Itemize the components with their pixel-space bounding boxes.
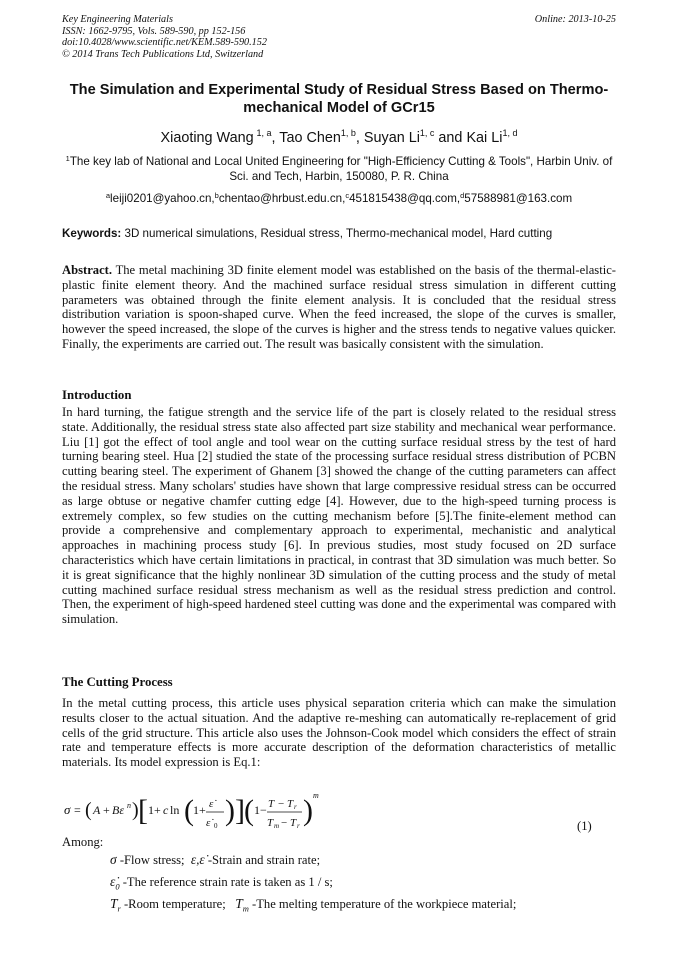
svg-text:): ) (303, 794, 313, 827)
keywords-label: Keywords: (62, 227, 122, 240)
keywords (62, 227, 616, 241)
author-name: Tao Chen (279, 130, 341, 146)
email-sup: d (460, 191, 465, 200)
svg-text:1+: 1+ (193, 803, 206, 817)
issn-line: ISSN: 1662-9795, Vols. 589-590, pp 152-156 (62, 25, 246, 37)
svg-text:ε̇: ε̇ (209, 798, 214, 810)
definition-row: σ -Flow stress; ε,ε̇ -Strain and strain rate; (110, 852, 321, 867)
author-sup: 1, a (256, 128, 272, 138)
svg-text:T: T (290, 817, 297, 829)
definition-text: -The melting temperature of the workpiece material; (252, 897, 517, 911)
author-name: Kai Li (466, 130, 503, 146)
author-list (62, 129, 616, 147)
svg-text:=: = (74, 803, 81, 817)
email-list (62, 192, 616, 206)
affiliation-text: The key lab of National and Local United Engineering for "High-Efficiency Cutting & Tools", Harbin Univ. of Sci. and Tech, Harbin, 150080, P. R. China (69, 155, 613, 183)
symbol-definitions (110, 851, 610, 917)
svg-text:m: m (274, 822, 280, 830)
svg-text:(: ( (85, 799, 92, 821)
svg-text:T: T (287, 798, 294, 810)
abstract-text: The metal machining 3D finite element model was established on the basis of the thermal-elastic-plastic finite element theory. And the machined surface residual stress simulation in different cutting parameters was obtained through the finite element analysis. It is concluded that the residual stress distribution variation is spoon-shaped curve. When the feed increased, the slope of the curves is smaller, however the speed increased, the slope of the curves is higher and the stress tends to negative values quicker. Finally, the experiments are carried out. The result was basically consistent with the simulation. (62, 263, 616, 351)
svg-text:(: ( (244, 794, 254, 827)
svg-text:A: A (93, 803, 101, 817)
author-sup: 1, d (502, 128, 518, 138)
journal-name: Key Engineering Materials (62, 14, 173, 25)
doi-line: doi:10.4028/www.scientific.net/KEM.589-590.152 (62, 37, 267, 49)
among-label: Among: (62, 835, 104, 849)
svg-text:): ) (225, 794, 235, 827)
paper-title: The Simulation and Experimental Study of Residual Stress Based on Thermo-mechanical Model of GCr15 (69, 82, 609, 116)
svg-text:1+: 1+ (148, 803, 161, 817)
definition-text: -Room temperature; (123, 897, 226, 911)
svg-text:): ) (132, 799, 139, 821)
svg-text:T: T (267, 817, 274, 829)
section-heading-introduction: Introduction (62, 388, 132, 402)
journal-header (62, 14, 616, 60)
svg-text:−: − (278, 798, 285, 810)
author-name: Xiaoting Wang (160, 130, 254, 146)
keywords-text: 3D numerical simulations, Residual stress, Thermo-mechanical model, Hard cutting (124, 227, 553, 240)
svg-text:ε̇: ε̇ (206, 817, 211, 829)
abstract (62, 263, 616, 352)
johnson-cook-equation (64, 790, 364, 836)
email-link[interactable]: leiji0201@yahoo.cn, (110, 192, 215, 205)
author-name: Suyan Li (363, 130, 420, 146)
svg-text:Bε: Bε (112, 803, 125, 817)
author-sep: , (271, 130, 280, 146)
section-heading-cutting-process: The Cutting Process (62, 675, 173, 689)
email-link[interactable]: chentao@hrbust.edu.cn, (218, 192, 346, 205)
cutting-process-text: In the metal cutting process, this article uses physical separation criteria which can make the simulation results closer to the actual situation. And the adaptive re-meshing can automatically re-replacement of grid cells of the grid structure. This article also uses the Johnson-Cook model which considers the effect of strain rate and temperature effects is more accurate description of the deformation characteristics of metallic materials. Its model expression is Eq.1: (62, 696, 616, 770)
svg-text:0: 0 (214, 822, 218, 830)
svg-text:]: ] (235, 794, 245, 827)
introduction-text: In hard turning, the fatigue strength and the service life of the part is closely related to the residual stress state. Additionally, the residual stress state also affected part size stability and mechanical wear performance. Liu [1] got the effect of tool angle and tool wear on the cutting surface residual stress by the test of hard turning bearing steel. Hua [2] studied the state of the processing surface residual stress distribution of PCBN cutting bearing steel. The experiment of Ghanem [3] showed the change of the cutting parameters can affect the residual stress. Many scholars' studies have shown that large compressive residual stress can be occurred as large obtuse or negative chamfer cutting edge [4]. However, due to the high-speed turning process is extremely complex, so few studies on the cutting mechanism before [5].The finite-element method can provide a comprehensive and complementary approach to experimental, mechanistic and analytical approaches in machining process study [6]. In previous studies, most study focused on 2D surface characteristics which have certain limitations in practical, in contrast that 3D simulation was much better. So it is great significance that the highly nonlinear 3D simulation of the cutting process and the study of metal cutting machined surface residual stress mechanism as well as the residual stress prediction and control. Then, the experiment of high-speed hardened steel cutting was done and the experimental was compared with simulation. (62, 405, 616, 627)
svg-text:r: r (294, 803, 297, 811)
email-sup: c (345, 191, 350, 200)
email-link[interactable]: 57588981@163.com (464, 192, 573, 205)
copyright-line: © 2014 Trans Tech Publications Ltd, Switzerland (62, 48, 264, 60)
abstract-label: Abstract. (62, 263, 113, 277)
svg-text:n: n (127, 801, 131, 810)
epsilon-dot-zero-symbol: $\varepsiloṅ_0$ (110, 874, 120, 892)
affiliation-sup: 1 (65, 154, 70, 163)
svg-text:+: + (103, 803, 110, 817)
svg-text:r: r (297, 822, 300, 830)
email-sup: a (105, 191, 111, 200)
t-r-symbol: $T_r$ (110, 896, 121, 914)
email-sup: b (214, 191, 219, 200)
equation-number: (1) (577, 819, 592, 833)
svg-text:T: T (268, 798, 275, 810)
svg-text:ln: ln (170, 803, 180, 817)
definition-row (110, 895, 610, 917)
svg-text:m: m (313, 791, 319, 800)
epsilon-symbol: ε (190, 852, 197, 867)
svg-text:σ: σ (64, 802, 71, 817)
epsilon-dot-symbol: ε̇ (199, 852, 205, 867)
definition-text: -The reference strain rate is taken as 1 / s; (122, 875, 333, 889)
svg-text:c: c (163, 803, 169, 817)
svg-text:(: ( (184, 794, 194, 827)
svg-text:−: − (281, 817, 288, 829)
definition-text: -Flow stress; (119, 853, 185, 867)
affiliation (62, 155, 616, 184)
t-m-symbol: $T_m$ (235, 896, 249, 914)
author-sep: , (355, 130, 364, 146)
email-link[interactable]: 451815438@qq.com, (349, 192, 461, 205)
svg-text:1−: 1− (254, 803, 267, 817)
author-sup: 1, c (419, 128, 435, 138)
sigma-symbol: σ (110, 852, 117, 867)
definition-text: -Strain and strain rate; (207, 853, 321, 867)
online-date: Online: 2013-10-25 (534, 14, 616, 25)
author-sep: and (434, 130, 467, 146)
definition-row (110, 873, 610, 895)
svg-text:[: [ (138, 794, 148, 827)
author-sup: 1, b (340, 128, 356, 138)
